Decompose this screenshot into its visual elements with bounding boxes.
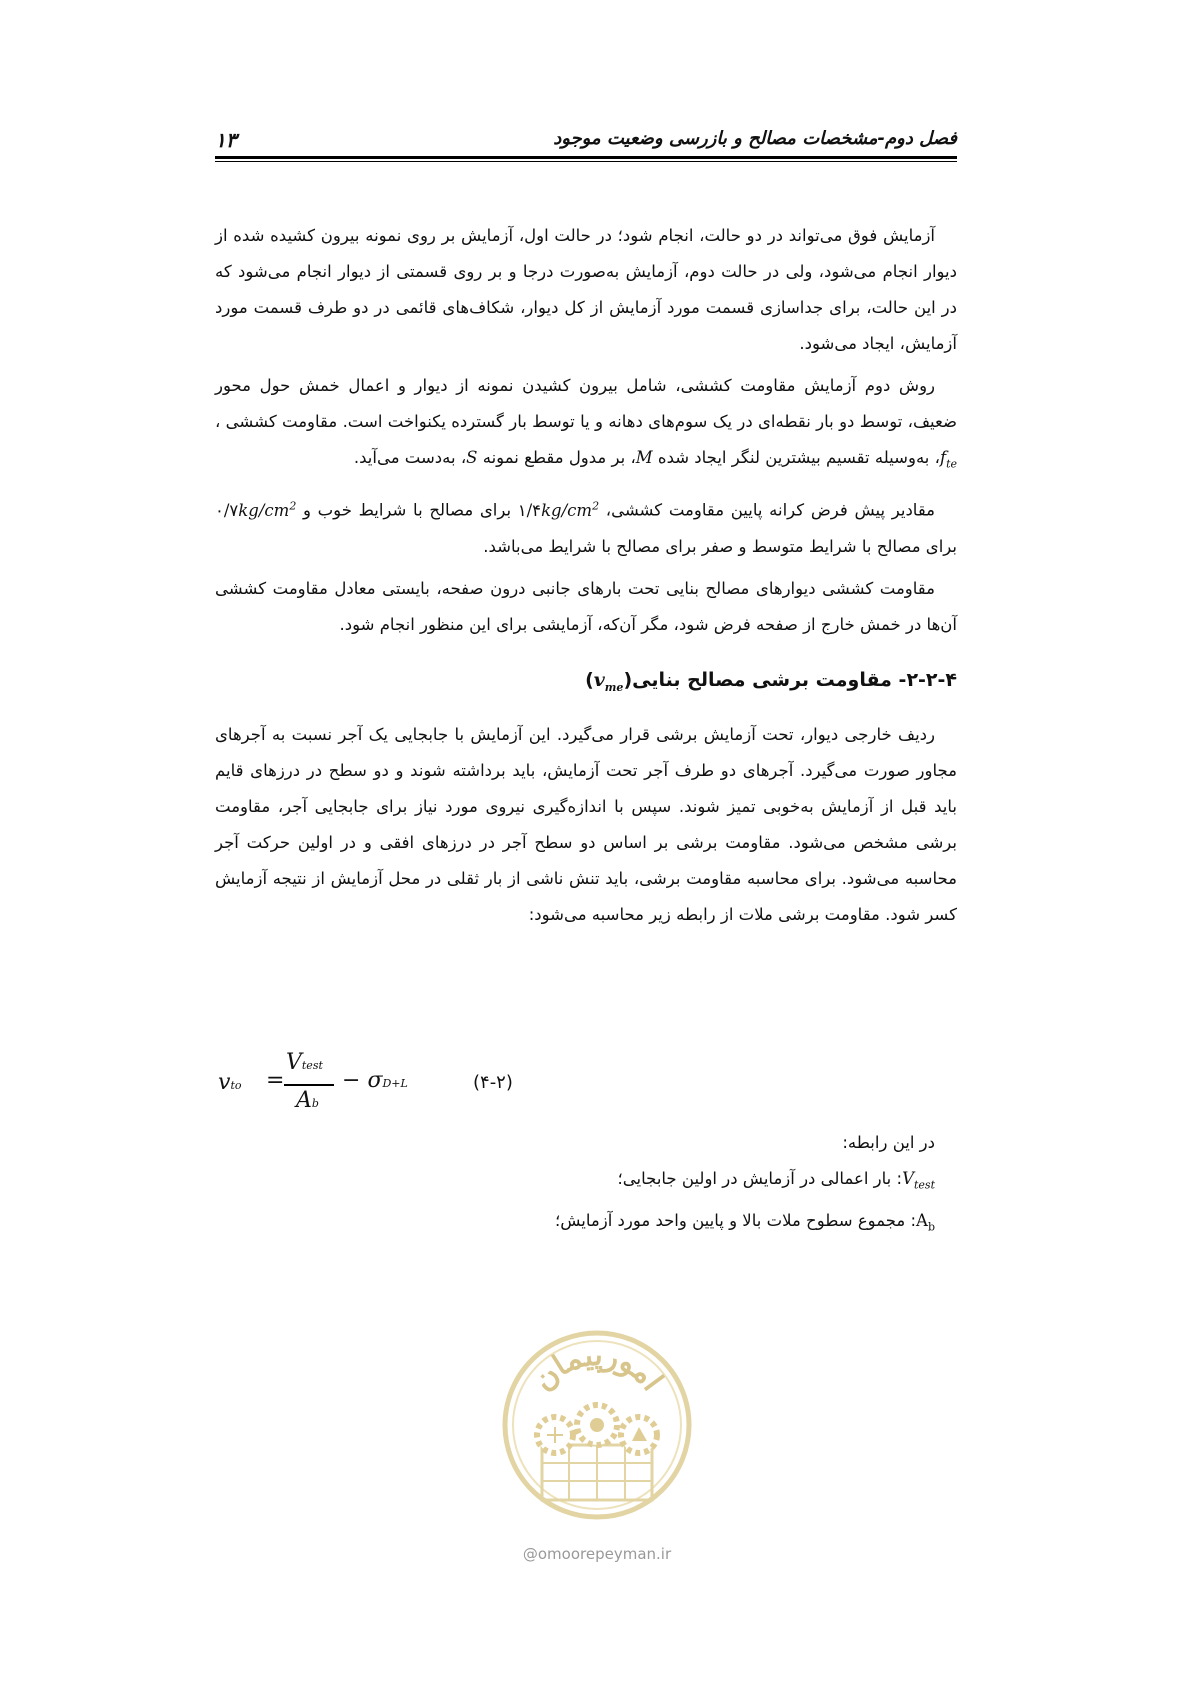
symbol-s: S [466, 448, 478, 467]
header-rule [215, 156, 957, 159]
formula-lhs: vto [218, 1070, 242, 1095]
equation-4-2 [218, 1050, 548, 1130]
symbol-vme: $v_{me}$ [593, 668, 624, 694]
header-rule-thin [215, 161, 957, 162]
formula-equals: = [266, 1068, 285, 1093]
definition-v-test: $V_{test}$: بار اعمالی در آزمایش در اولین جابجایی؛ [617, 1169, 935, 1192]
section-heading: ۲-۲-۴- مقاومت برشی مصالح $بنایی(v_{me})$ [585, 668, 957, 694]
formula-denominator: Ab [296, 1088, 319, 1113]
value-lower-bound-medium: $۰/۷kg/cm^2$ [215, 499, 297, 520]
svg-text:امورپیمان: امورپیمان [525, 1337, 670, 1398]
paragraph-5: ردیف خارجی دیوار، تحت آزمایش برشی قرار می‌گیرد. این آزمایش با جابجایی یک آجر نسبت به آجرهای مجاور صورت می‌گیرد. آجرهای دو طرف آجر تحت آزمایش، باید برداشته شوند و دو سطح در درزهای قایم باید قبل از آزمایش به‌خوبی تمیز شوند. سپس با اندازه‌گیری نیروی مورد نیاز برای جابجایی آجر، مقاومت برشی مشخص می‌شود. مقاومت برشی بر اساس دو سطح آجر در درزهای افقی و در اولین حرکت آجر محاسبه می‌شود. برای محاسبه مقاومت برشی، باید تنش ناشی از بار ثقلی در محل آزمایش از نتیجه آزمایش کسر شود. مقاومت برشی ملات از رابطه زیر محاسبه می‌شود: [215, 724, 957, 924]
main-text [215, 218, 957, 939]
paragraph-3: مقادیر پیش فرض کرانه پایین مقاومت کششی، $۱/۴kg/cm^2$ برای مصالح با شرایط خوب و $۰/۷kg/cm^2$ برای مصالح با شرایط متوسط و صفر برای مصالح با شرایط می‌باشد. [215, 499, 957, 556]
formula-stress-term: − σD+L [342, 1068, 408, 1093]
formula-numerator: Vtest [286, 1050, 323, 1075]
fraction-bar [284, 1084, 334, 1086]
symbol-fte: $f_{te}$ [939, 448, 957, 471]
paragraph-4: مقاومت کششی دیوارهای مصالح بنایی تحت بارهای جانبی درون صفحه، بایستی معادل مقاومت کششی آن‌ها در خمش خارج از صفحه فرض شود، مگر آن‌که، آزمایشی برای این منظور انجام شود. [215, 578, 957, 634]
symbol-m: M [635, 448, 653, 467]
paragraph-1: آزمایش فوق می‌تواند در دو حالت، انجام شود؛ در حالت اول، آزمایش بر روی نمونه بیرون کشیده شده از دیوار انجام می‌شود، ولی در حالت دوم، آزمایش به‌صورت درجا و بر روی قسمتی از دیوار انجام می‌شود که در این حالت، برای جداسازی قسمت مورد آزمایش از کل دیوار، شکاف‌های قائمی در دو طرف قسمت مورد آزمایش، ایجاد می‌شود. [215, 226, 957, 353]
equation-number: (۴-۲) [473, 1072, 513, 1093]
definition-a-b: $A_b$: مجموع سطوح ملات بالا و پایین واحد مورد آزمایش؛ [554, 1211, 935, 1234]
paragraph-2: روش دوم آزمایش مقاومت کششی، شامل بیرون کشیدن نمونه از دیوار و اعمال خمش حول محور ضعیف، توسط دو بار نقطه‌ای در یک سوم‌های دهانه و یا توسط بار گسترده یکنواخت است. مقاومت کششی ، $f_{te}،$ به‌وسیله تقسیم بیشترین لنگر ایجاد شده M، بر مدول مقطع نمونه S، به‌دست می‌آید. [215, 376, 957, 471]
chapter-title: فصل دوم-مشخصات مصالح و بازرسی وضعیت موجود [553, 128, 957, 149]
definitions-intro: در این رابطه: [842, 1133, 935, 1152]
logo-url: @omoorepeyman.ir [522, 1545, 672, 1563]
definitions [215, 1125, 957, 1246]
omoorepeyman-logo-icon [497, 1325, 697, 1525]
value-lower-bound-good: $۱/۴kg/cm^2$ [517, 499, 600, 520]
page-number: ۱۳ [215, 128, 237, 152]
